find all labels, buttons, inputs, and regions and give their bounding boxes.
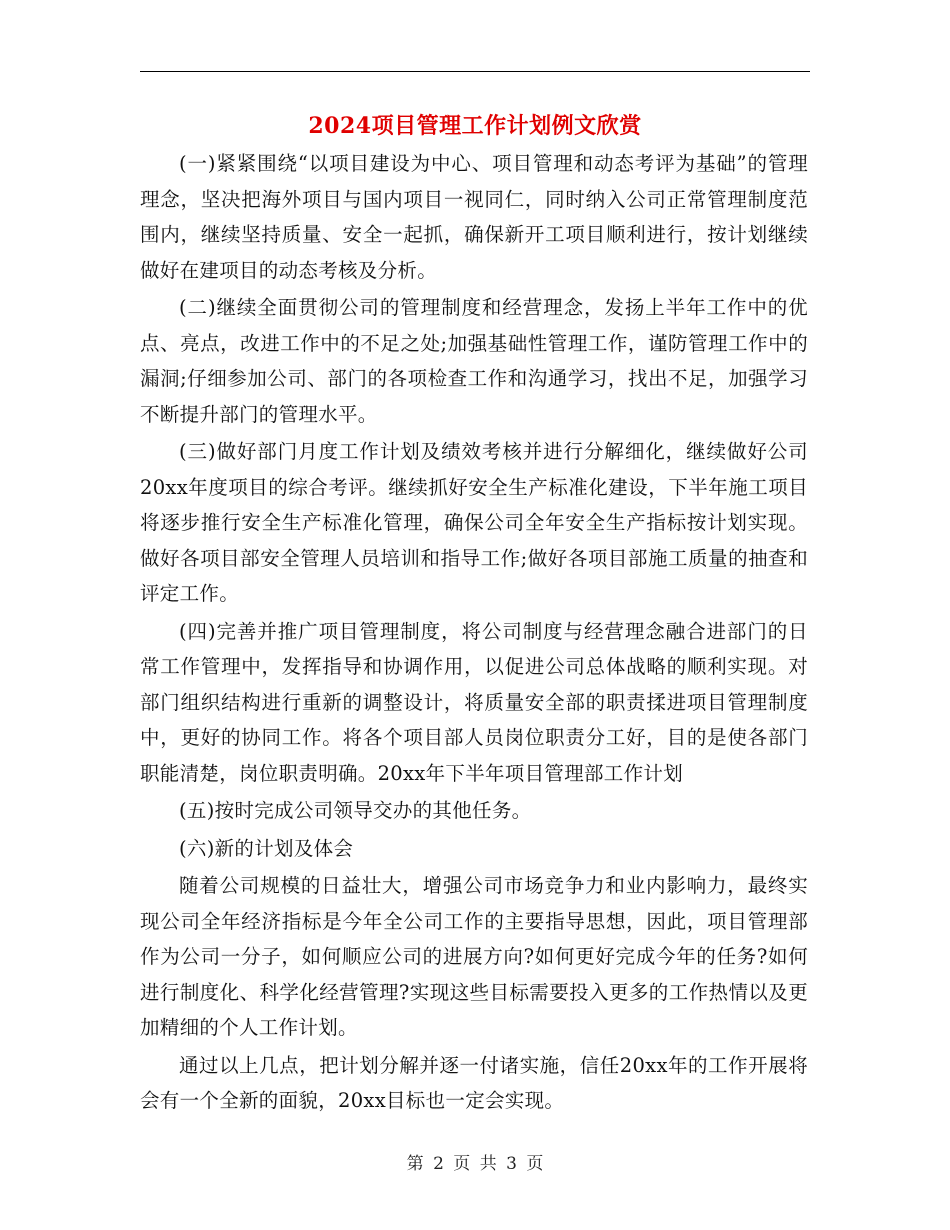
document-body (140, 146, 808, 1121)
page-number-footer: 第 2 页 共 3 页 (406, 1154, 544, 1174)
paragraph-5: (五)按时完成公司领导交办的其他任务。 (179, 799, 532, 822)
paragraph-4: (四)完善并推广项目管理制度，将公司制度与经营理念融合进部门的日常工作管理中，发挥指导和协调作用，以促进公司总体战略的顺利实现。对部门组织结构进行重新的调整设计，将质量安全部的职责揉进项目管理制度中，更好的协同工作。将各个项目部人员岗位职责分工好，目的是使各部门职能清楚，岗位职责明确。20xx年下半年项目管理部工作计划 (140, 619, 808, 785)
paragraph-7: 随着公司规模的日益壮大，增强公司市场竞争力和业内影响力，最终实现公司全年经济指标是今年全公司工作的主要指导思想，因此，项目管理部作为公司一分子，如何顺应公司的进展方向?如何更好完成今年的任务?如何进行制度化、科学化经营管理?实现这些目标需要投入更多的工作热情以及更加精细的个人工作计划。 (140, 874, 808, 1039)
paragraph-8: 通过以上几点，把计划分解并逐一付诸实施，信任20xx年的工作开展将会有一个全新的面貌，20xx目标也一定会实现。 (140, 1053, 808, 1112)
paragraph-6: (六)新的计划及体会 (179, 836, 354, 860)
paragraph-2: (二)继续全面贯彻公司的管理制度和经营理念，发扬上半年工作中的优点、亮点，改进工作中的不足之处;加强基础性管理工作，谨防管理工作中的漏洞;仔细参加公司、部门的各项检查工作和沟通学习，找出不足，加强学习不断提升部门的管理水平。 (140, 296, 808, 426)
paragraph-3: (三)做好部门月度工作计划及绩效考核并进行分解细化，继续做好公司20xx年度项目的综合考评。继续抓好安全生产标准化建设，下半年施工项目将逐步推行安全生产标准化管理，确保公司全年安全生产指标按计划实现。做好各项目部安全管理人员培训和指导工作;做好各项目部施工质量的抽查和评定工作。 (140, 440, 808, 605)
header-rule (140, 71, 810, 72)
document-title: 2024项目管理工作计划例文欣赏 (308, 113, 642, 139)
paragraph-1: (一)紧紧围绕“以项目建设为中心、项目管理和动态考评为基础”的管理理念，坚决把海外项目与国内项目一视同仁，同时纳入公司正常管理制度范围内，继续坚持质量、安全一起抓，确保新开工项目顺利进行，按计划继续做好在建项目的动态考核及分析。 (140, 152, 808, 282)
